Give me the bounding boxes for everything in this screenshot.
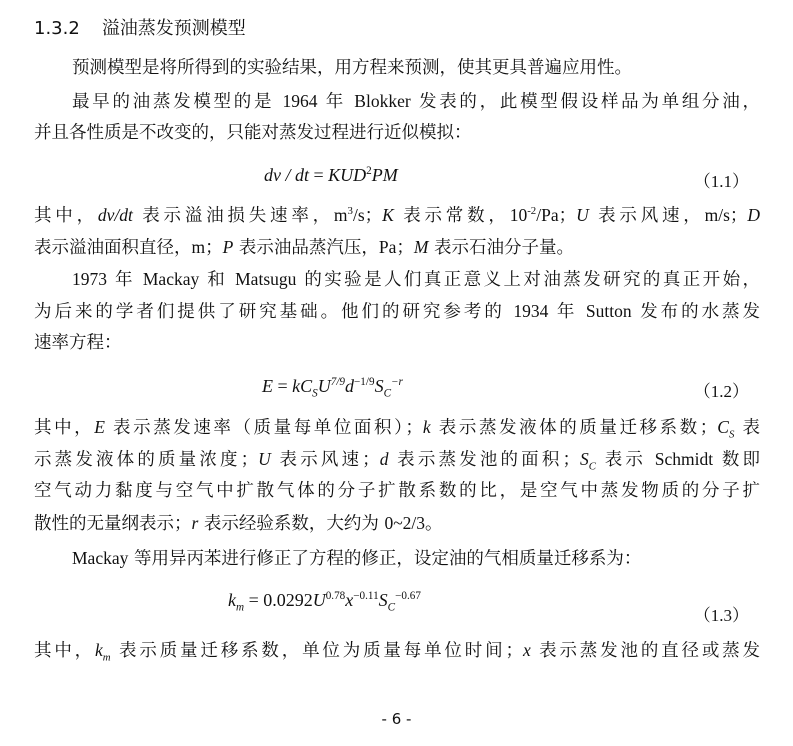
unit: /s； [352,205,383,225]
text: 表示油品蒸汽压， [233,238,379,258]
var: d [379,449,389,469]
var: D [747,205,761,225]
unit: m； [191,237,223,257]
paragraph-eq3-desc-line1 [34,637,760,664]
text: 其中， [34,418,95,438]
var-sub: S [728,428,735,441]
text: 表示蒸发液体的质量迁移系数； [430,418,718,438]
eq-sign: = [273,376,293,396]
eq-sup: −0.67 [395,590,421,602]
text: 发表的，此模型假设样品为单组分油， [410,92,761,112]
var: E [94,417,105,437]
equation-1-2 [262,376,403,400]
paragraph-eq1-desc-line1 [34,202,760,229]
text: 年 [317,92,355,112]
unit-sup: 3 [347,205,353,218]
paragraph-text: 预测模型是将所得到的实验结果，用方程来预测，使其更具普遍应用性。 [72,58,632,78]
paragraph-mackay-line1 [34,266,760,293]
eq-term: PM [371,165,398,185]
text: 表示蒸发池的面积； [388,450,580,470]
text: 为后来的学者们提供了研究基础。他们的研究参考的 [34,302,514,322]
var-sub: C [588,460,596,473]
paragraph-mackay-line2 [34,298,760,325]
equation-1-3 [228,590,421,614]
text: 空气动力黏度与空气中扩散气体的分子扩散系数的比，是空气中蒸发物质的分子扩 [34,481,760,501]
text: 年 [107,270,143,290]
eq-sub: S [312,387,318,400]
equation-1-1 [264,165,398,186]
eq-sup: 2 [366,165,372,177]
text: 表示溢油损失速率， [132,206,334,226]
paragraph-blokker-line1 [34,88,760,115]
author-name: Mackay [142,269,200,289]
text: 等用异丙苯进行修正了方程的修正，设定油的气相质量迁移系为： [128,549,642,569]
text: 。 [425,514,443,534]
text: 其中， [34,641,96,661]
eq-sub: C [387,601,396,614]
var: M [413,237,429,257]
paragraph-intro [34,55,760,81]
unit: m/s； [704,205,748,225]
text: 散性的无量纲表示； [34,514,192,534]
var: x [522,640,531,660]
unit: 10 [509,205,528,225]
var: r [191,513,199,533]
text: 速率方程： [34,333,122,353]
text: 表示石油分子量。 [428,238,575,258]
eq-lhs: k [228,590,236,610]
year: 1973 [72,269,107,289]
text: 表示 [595,450,655,470]
paragraph-eq2-desc-line3 [34,478,760,504]
text: 表示蒸发速率（质量每单位面积）； [104,418,423,438]
eq-coef: 0.0292 [263,590,313,610]
term: Schmidt [654,449,714,469]
paragraph-eq1-desc-line2 [34,234,760,261]
text: 表 [734,418,760,438]
var: C [717,417,729,437]
paragraph-mackay-correction [34,545,760,572]
var: P [222,237,234,257]
var: S [579,449,589,469]
eq-term: U [312,590,326,610]
eq-lhs: E [262,376,273,396]
text: 表示风速； [270,450,380,470]
var: K [382,205,394,225]
eq-lhs: dv / dt [264,165,309,185]
unit: m [333,205,348,225]
eq-sub: m [236,601,245,614]
eq-sign: = [244,590,264,610]
text: 表示溢油面积直径， [34,238,192,258]
text: 表示质量迁移系数，单位为质量每单位时间； [110,641,523,661]
value: 0~2/3 [384,513,426,533]
eq-term: x [345,590,354,610]
eq-term: d [345,376,354,396]
text: 表示常数， [393,206,510,226]
text: 发布的水蒸发 [631,302,761,322]
text: 年 [548,302,586,322]
eq-term: U [317,376,331,396]
section-title: 溢油蒸发预测模型 [101,18,246,39]
text: 示蒸发液体的质量浓度； [34,450,259,470]
text: 数即 [713,450,761,470]
year: 1934 [513,301,549,321]
page-number: - 6 - [381,710,412,728]
paragraph-eq2-desc-line2 [34,446,760,473]
paragraph-eq2-desc-line4 [34,510,760,537]
paragraph-blokker-line2 [34,120,760,146]
var-sub: m [102,651,111,664]
text: 并且各性质是不改变的，只能对蒸发过程进行近似模拟： [34,123,472,143]
eq-term: S [378,590,388,610]
equation-number-1-3: （1.3） [693,606,749,625]
var: U [576,205,589,225]
unit: Pa； [378,237,414,257]
author-name: Mackay [72,548,129,568]
eq-sup: 7/9 [330,376,345,388]
eq-sub: C [383,387,392,400]
eq-term: KUD [328,165,367,185]
text: 和 [199,270,236,290]
section-heading [34,14,246,40]
eq-sup: −1/9 [354,376,375,388]
equation-number-1-2: （1.2） [693,382,749,401]
text: 的实验是人们真正意义上对油蒸发研究的真正开始， [296,270,760,290]
year: 1964 [282,91,318,111]
author-name: Sutton [585,301,632,321]
eq-term: kC [292,376,313,396]
eq-term: S [374,376,384,396]
paragraph-eq2-desc-line1 [34,414,760,441]
unit: /Pa； [536,205,577,225]
var: dv/dt [97,205,133,225]
text: 最早的油蒸发模型的是 [72,92,283,112]
var: k [95,640,103,660]
var: k [422,417,431,437]
author-name: Blokker [354,91,411,111]
text: 表示风速， [588,206,705,226]
paragraph-mackay-line3 [34,330,760,356]
eq-sup: 0.78 [325,590,346,602]
text: 表示蒸发池的直径或蒸发 [530,641,761,661]
equation-number-1-1: （1.1） [693,172,749,191]
text: 其中， [34,206,98,226]
eq-sup: −r [391,376,403,388]
section-number: 1.3.2 [34,18,80,39]
text: 表示经验系数，大约为 [198,514,385,534]
eq-sign: = [309,165,329,185]
unit-sup: -2 [527,205,537,218]
author-name: Matsugu [235,269,297,289]
var: U [258,449,271,469]
eq-sup: −0.11 [353,590,379,602]
